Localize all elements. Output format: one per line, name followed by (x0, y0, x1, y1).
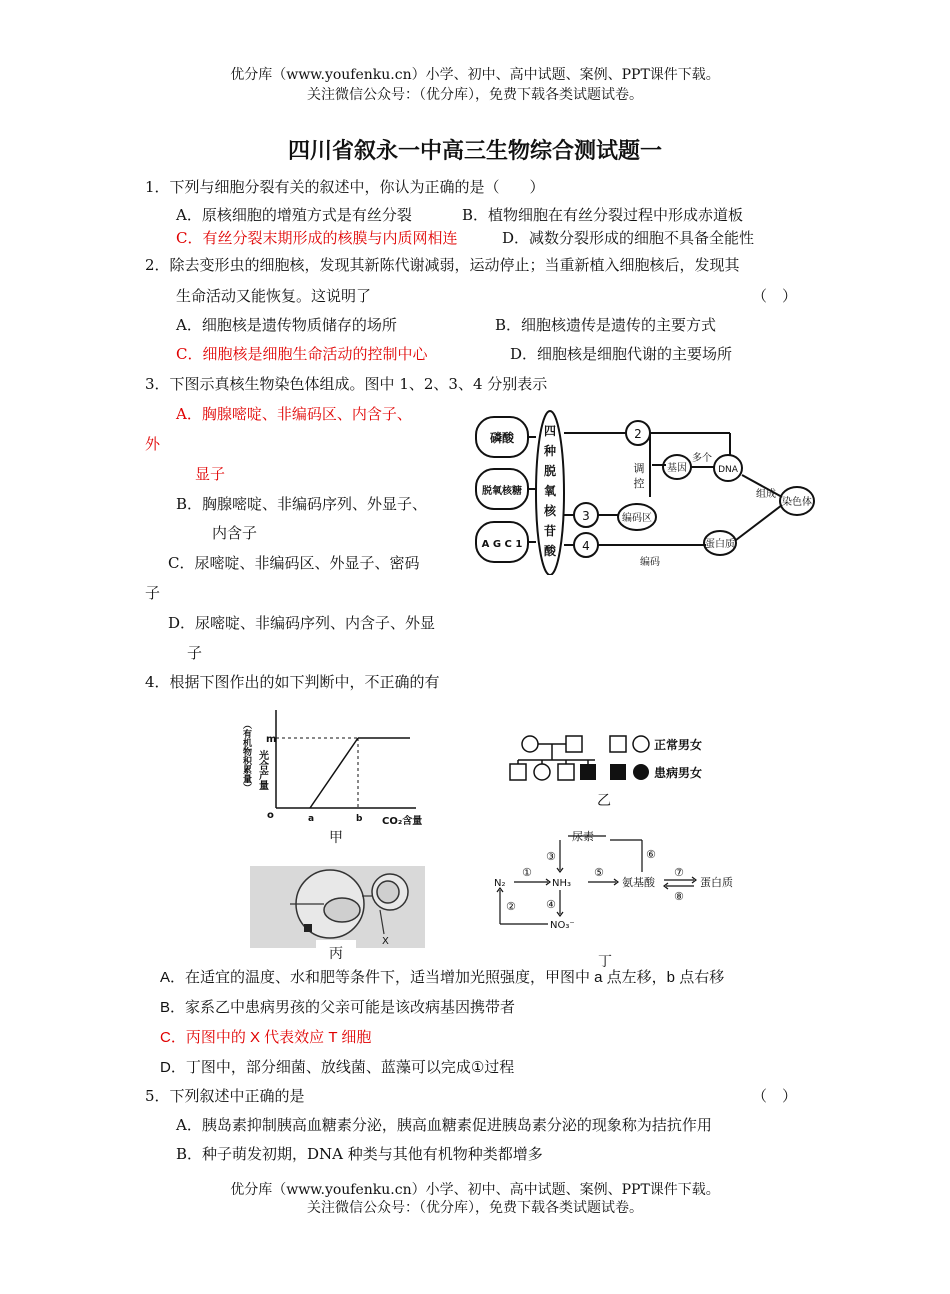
label-2: 2 (634, 427, 642, 441)
q3-option-a-line1: A．胸腺嘧啶、非编码区、内含子、 (176, 405, 412, 423)
coding-region-label: 编码区 (622, 513, 652, 524)
q2-option-b: B．细胞核遗传是遗传的主要方式 (495, 316, 717, 334)
q5-answer-paren: （ ） (752, 1087, 798, 1105)
q4-option-a: A．在适宜的温度、水和肥等条件下，适当增加光照强度，甲图中 a 点左移，b 点右移 (160, 969, 725, 986)
q4-option-c: C．丙图中的 X 代表效应 T 细胞 (160, 1029, 372, 1046)
dna-label: DNA (718, 465, 738, 475)
q3-option-b-line2: 内含子 (212, 524, 258, 542)
label-4: 4 (582, 539, 590, 553)
figure-jia-graph (240, 700, 430, 850)
jia-b-label: b (356, 814, 363, 824)
q1-option-b: B．植物细胞在有丝分裂过程中形成赤道板 (462, 206, 744, 224)
yi-legend-affected: 患病男女 (654, 766, 703, 780)
q3-option-d-line2: 子 (187, 644, 203, 662)
jia-caption: 甲 (329, 830, 343, 846)
q2-stem-line1: 2．除去变形虫的细胞核，发现其新陈代谢减弱，运动停止；当重新植入细胞核后，发现其 (145, 256, 740, 274)
yi-legend-normal: 正常男女 (654, 738, 703, 752)
regulate-char: 控 (633, 477, 645, 490)
yi-caption: 乙 (597, 793, 611, 809)
q2-option-d: D．细胞核是细胞代谢的主要场所 (510, 345, 733, 363)
figure-yi-pedigree (500, 728, 750, 810)
q4-option-b: B．家系乙中患病男孩的父亲可能是该改病基因携带者 (160, 999, 516, 1016)
footer-line-2: 关注微信公众号：（优分库），免费下载各类试题试卷。 (307, 1200, 643, 1216)
ding-step-2: ② (506, 900, 516, 913)
q3-option-c-line1: C．尿嘧啶、非编码区、外显子、密码 (168, 554, 420, 572)
chromosome-composition-diagram (470, 405, 820, 575)
compose-label: 组成 (756, 489, 776, 500)
q3-option-b-line1: B．胸腺嘧啶、非编码序列、外显子、 (176, 495, 428, 513)
q3-option-c-line2: 子 (145, 584, 161, 602)
bases-label: A G C 1 (481, 539, 523, 550)
q2-option-a: A．细胞核是遗传物质储存的场所 (176, 316, 397, 334)
deoxyribose-label: 脱氧核糖 (482, 486, 522, 497)
regulate-char: 调 (633, 462, 645, 475)
jia-ylabel: 光合产量 (256, 750, 268, 790)
q1-option-a: A．原核细胞的增殖方式是有丝分裂 (176, 206, 412, 224)
vertical-char: 四 (543, 424, 557, 438)
q1-stem: 1．下列与细胞分裂有关的叙述中，你认为正确的是（ ） (145, 178, 545, 196)
chromosome-label: 染色体 (782, 497, 812, 508)
bing-caption: 丙 (329, 946, 343, 962)
q3-stem: 3．下图示真核生物染色体组成。图中 1、2、3、4 分别表示 (145, 375, 548, 393)
many-label: 多个 (692, 453, 712, 464)
jia-xlabel: CO₂含量 (382, 816, 423, 827)
q2-option-c: C．细胞核是细胞生命活动的控制中心 (176, 345, 428, 363)
gene-label: 基因 (667, 463, 687, 474)
ding-step-8: ⑧ (674, 890, 684, 903)
q5-stem: 5．下列叙述中正确的是 (145, 1087, 305, 1105)
header-line-2: 关注微信公众号：（优分库），免费下载各类试题试卷。 (307, 87, 643, 103)
ding-n2: N₂ (494, 878, 506, 889)
ding-nh3: NH₃ (552, 878, 572, 889)
footer-line-1: 优分库（www.youfenku.cn）小学、初中、高中试题、案例、PPT课件下载。 (230, 1182, 720, 1198)
vertical-char: 种 (543, 444, 557, 458)
ding-protein: 蛋白质 (700, 876, 733, 889)
bing-x-label: X (382, 936, 389, 947)
ding-step-7: ⑦ (674, 866, 684, 879)
header-line-1: 优分库（www.youfenku.cn）小学、初中、高中试题、案例、PPT课件下载。 (230, 67, 720, 83)
q4-stem: 4．根据下图作出的如下判断中，不正确的有 (145, 673, 440, 691)
encode-label: 编码 (640, 557, 660, 568)
q4-option-d: D．丁图中，部分细菌、放线菌、蓝藻可以完成①过程 (160, 1059, 515, 1076)
figure-ding-nitrogen-cycle (488, 826, 758, 976)
q5-option-b: B．种子萌发初期，DNA 种类与其他有机物种类都增多 (176, 1145, 543, 1163)
vertical-char: 氧 (543, 484, 557, 498)
ding-step-5: ⑤ (594, 866, 604, 879)
q1-option-c: C．有丝分裂末期形成的核膜与内质网相连 (176, 229, 458, 247)
protein-label: 蛋白质 (705, 539, 735, 550)
ding-step-1: ① (522, 866, 532, 879)
page-title: 四川省叙永一中高三生物综合测试题一 (287, 139, 662, 164)
ding-caption: 丁 (598, 954, 612, 970)
ding-urea: 尿素 (572, 830, 594, 843)
vertical-char: 苷 (543, 524, 557, 538)
vertical-char: 核 (543, 504, 557, 518)
q2-answer-paren: （ ） (752, 287, 798, 305)
figure-bing-cells (250, 866, 425, 962)
ding-no3: NO₃⁻ (550, 920, 575, 931)
q1-option-d: D．减数分裂形成的细胞不具备全能性 (502, 229, 755, 247)
ding-step-4: ④ (546, 898, 556, 911)
vertical-char: 酸 (543, 544, 557, 558)
ding-step-3: ③ (546, 850, 556, 863)
q3-option-a-line3: 显子 (195, 465, 226, 483)
ding-amino-acid: 氨基酸 (622, 876, 655, 889)
label-3: 3 (582, 509, 590, 523)
q5-option-a: A．胰岛素抑制胰高血糖素分泌，胰高血糖素促进胰岛素分泌的现象称为拮抗作用 (176, 1116, 712, 1134)
phosphate-label: 磷酸 (489, 431, 515, 445)
ding-step-6: ⑥ (646, 848, 656, 861)
jia-ylabel-paren: （有机物积累量） (241, 720, 251, 792)
jia-origin-label: o (267, 810, 274, 821)
jia-m-label: m (266, 734, 277, 745)
q3-option-a-line2: 外 (145, 435, 161, 453)
q3-option-d-line1: D．尿嘧啶、非编码序列、内含子、外显 (168, 614, 436, 632)
jia-a-label: a (308, 814, 315, 824)
q2-stem-line2: 生命活动又能恢复。这说明了 (176, 287, 372, 305)
vertical-char: 脱 (543, 464, 557, 478)
